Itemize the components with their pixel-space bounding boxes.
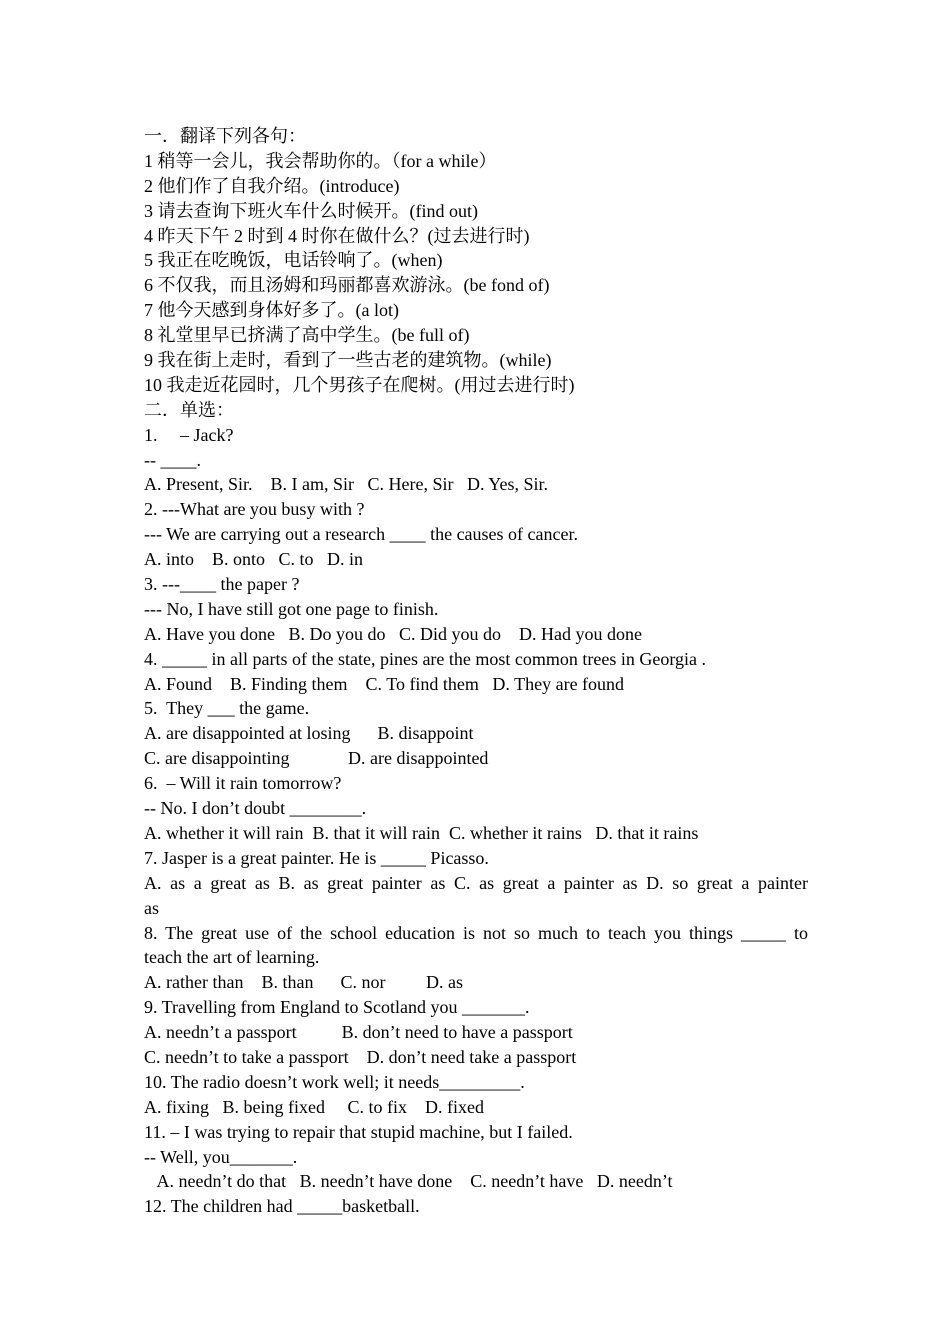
- q6-reply: -- No. I don’t doubt ________.: [144, 798, 367, 819]
- q1-reply: -- ____.: [144, 449, 201, 470]
- translation-item-10: 10 我走近花园时，几个男孩子在爬树。(用过去进行时): [144, 374, 575, 395]
- q3-options: A. Have you done B. Do you do C. Did you do D. Had you done: [144, 623, 642, 644]
- translation-item-1: 1 稍等一会儿，我会帮助你的。（for a while）: [144, 150, 497, 171]
- q11-reply: -- Well, you_______.: [144, 1146, 298, 1167]
- translation-item-3: 3 请去查询下班火车什么时候开。(find out): [144, 200, 478, 221]
- q4-options: A. Found B. Finding them C. To find them D. They are found: [144, 673, 625, 694]
- translation-item-2: 2 他们作了自我介绍。(introduce): [144, 175, 400, 196]
- q5-options-row-2: C. are disappointing D. are disappointed: [144, 748, 489, 769]
- translation-item-6: 6 不仅我，而且汤姆和玛丽都喜欢游泳。(be fond of): [144, 275, 550, 296]
- q4-stem: 4. _____ in all parts of the state, pines are the most common trees in Georgia .: [144, 648, 707, 669]
- section-2-heading: 二．单选：: [144, 399, 234, 420]
- translation-item-5: 5 我正在吃晚饭，电话铃响了。(when): [144, 250, 443, 271]
- q10-options: A. fixing B. being fixed C. to fix D. fixed: [144, 1096, 484, 1117]
- translation-item-9: 9 我在街上走时，看到了一些古老的建筑物。(while): [144, 350, 552, 371]
- document-body: [144, 124, 808, 1219]
- q8-stem-continued: teach the art of learning.: [144, 947, 320, 968]
- q2-reply: --- We are carrying out a research ____ the causes of cancer.: [144, 524, 578, 545]
- q11-options: A. needn’t do that B. needn’t have done C. needn’t have D. needn’t: [144, 1171, 673, 1192]
- translation-item-4: 4 昨天下午 2 时到 4 时你在做什么？(过去进行时): [144, 225, 530, 246]
- q7-options-continued: as: [144, 897, 159, 918]
- section-1-heading: 一．翻译下列各句：: [144, 126, 306, 146]
- q1-options: A. Present, Sir. B. I am, Sir C. Here, Sir D. Yes, Sir.: [144, 474, 549, 495]
- q8-stem: 8. The great use of the school education is not so much to teach you things _____ to: [144, 922, 808, 943]
- q1-stem: 1. – Jack?: [144, 424, 234, 445]
- q9-options-row-1: A. needn’t a passport B. don’t need to have a passport: [144, 1022, 573, 1043]
- translation-item-7: 7 他今天感到身体好多了。(a lot): [144, 300, 399, 321]
- translation-item-8: 8 礼堂里早已挤满了高中学生。(be full of): [144, 325, 470, 346]
- q7-stem: 7. Jasper is a great painter. He is _____ Picasso.: [144, 847, 489, 868]
- q11-stem: 11. – I was trying to repair that stupid machine, but I failed.: [144, 1121, 573, 1142]
- q8-options: A. rather than B. than C. nor D. as: [144, 972, 463, 993]
- q12-stem: 12. The children had _____basketball.: [144, 1196, 420, 1217]
- q7-options: A. as a great as B. as great painter as C. as great a painter as D. so great a painter: [144, 872, 808, 893]
- q10-stem: 10. The radio doesn’t work well; it needs_________.: [144, 1071, 525, 1092]
- q5-stem: 5. They ___ the game.: [144, 698, 310, 719]
- q6-options: A. whether it will rain B. that it will rain C. whether it rains D. that it rains: [144, 822, 699, 843]
- q9-stem: 9. Travelling from England to Scotland you _______.: [144, 997, 530, 1018]
- q5-options-row-1: A. are disappointed at losing B. disappoint: [144, 723, 474, 744]
- q6-stem: 6. – Will it rain tomorrow?: [144, 773, 342, 794]
- q2-options: A. into B. onto C. to D. in: [144, 549, 364, 570]
- q2-stem: 2. ---What are you busy with ?: [144, 499, 365, 520]
- q3-reply: --- No, I have still got one page to finish.: [144, 598, 439, 619]
- q9-options-row-2: C. needn’t to take a passport D. don’t need take a passport: [144, 1046, 577, 1067]
- q3-stem: 3. ---____ the paper ?: [144, 574, 300, 595]
